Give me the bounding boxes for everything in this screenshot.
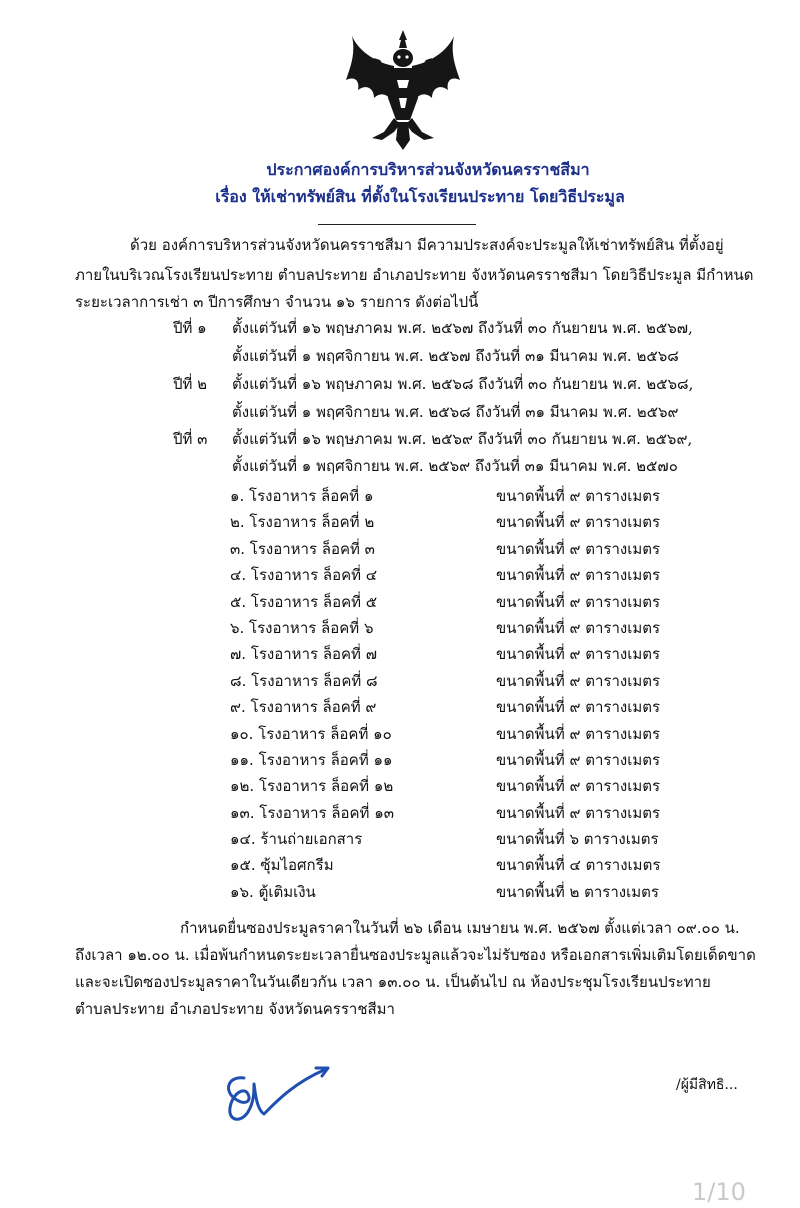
item-size: ขนาดพื้นที่ ๙ ตารางเมตร — [496, 566, 661, 585]
item-size: ขนาดพื้นที่ ๙ ตารางเมตร — [496, 803, 661, 822]
list-item — [230, 589, 690, 615]
list-item — [230, 826, 690, 852]
year-period-line: ตั้งแต่วันที่ ๑ พฤศจิกายน พ.ศ. ๒๕๖๘ ถึงวันที่ ๓๑ มีนาคม พ.ศ. ๒๕๖๙ — [232, 403, 679, 421]
item-size: ขนาดพื้นที่ ๔ ตารางเมตร — [496, 856, 661, 875]
item-name: ๖. โรงอาหาร ล็อคที่ ๖ — [230, 618, 374, 637]
year-period-line: ตั้งแต่วันที่ ๑๖ พฤษภาคม พ.ศ. ๒๕๖๙ ถึงวันที่ ๓๐ กันยายน พ.ศ. ๒๕๖๙, — [232, 430, 693, 448]
list-item — [230, 773, 690, 799]
list-item — [230, 694, 690, 720]
garuda-emblem-icon — [344, 28, 462, 152]
list-item — [230, 536, 690, 562]
intro-line-2: ภายในบริเวณโรงเรียนประทาย ตำบลประทาย อำเภอประทาย จังหวัดนครราชสีมา โดยวิธีประมูล มีกำหนด — [75, 266, 754, 284]
list-item — [230, 879, 690, 905]
year-label: ปีที่ ๓ — [173, 430, 208, 448]
year-period-line: ตั้งแต่วันที่ ๑ พฤศจิกายน พ.ศ. ๒๕๖๗ ถึงวันที่ ๓๑ มีนาคม พ.ศ. ๒๕๖๘ — [232, 347, 679, 365]
continuation-note: /ผู้มีสิทธิ... — [676, 1077, 738, 1093]
item-size: ขนาดพื้นที่ ๙ ตารางเมตร — [496, 592, 661, 611]
item-size: ขนาดพื้นที่ ๙ ตารางเมตร — [496, 777, 661, 796]
item-name: ๗. โรงอาหาร ล็อคที่ ๗ — [230, 645, 377, 664]
item-name: ๕. โรงอาหาร ล็อคที่ ๕ — [230, 592, 378, 611]
signature-icon — [218, 1064, 338, 1128]
year-label: ปีที่ ๒ — [173, 375, 208, 393]
list-item — [230, 483, 690, 509]
page-indicator: 1/10 — [692, 1178, 746, 1206]
deadline-line-1: กำหนดยื่นซองประมูลราคาในวันที่ ๒๖ เดือน เมษายน พ.ศ. ๒๕๖๗ ตั้งแต่เวลา ๐๙.๐๐ น. — [180, 919, 740, 937]
year-period-line: ตั้งแต่วันที่ ๑๖ พฤษภาคม พ.ศ. ๒๕๖๗ ถึงวันที่ ๓๐ กันยายน พ.ศ. ๒๕๖๗, — [232, 319, 693, 337]
item-size: ขนาดพื้นที่ ๒ ตารางเมตร — [496, 882, 659, 901]
announcement-title: ประกาศองค์การบริหารส่วนจังหวัดนครราชสีมา — [266, 160, 590, 179]
item-size: ขนาดพื้นที่ ๙ ตารางเมตร — [496, 618, 661, 637]
announcement-subject: เรื่อง ให้เช่าทรัพย์สิน ที่ตั้งในโรงเรียนประทาย โดยวิธีประมูล — [215, 187, 625, 206]
item-size: ขนาดพื้นที่ ๙ ตารางเมตร — [496, 724, 661, 743]
rental-items-list — [230, 483, 690, 905]
item-name: ๙. โรงอาหาร ล็อคที่ ๙ — [230, 698, 377, 717]
item-size: ขนาดพื้นที่ ๙ ตารางเมตร — [496, 645, 661, 664]
item-size: ขนาดพื้นที่ ๙ ตารางเมตร — [496, 698, 661, 717]
item-name: ๓. โรงอาหาร ล็อคที่ ๓ — [230, 539, 375, 558]
item-size: ขนาดพื้นที่ ๙ ตารางเมตร — [496, 750, 661, 769]
list-item — [230, 800, 690, 826]
list-item — [230, 562, 690, 588]
item-name: ๑๕. ซุ้มไอศกรีม — [230, 856, 334, 875]
item-name: ๘. โรงอาหาร ล็อคที่ ๘ — [230, 671, 378, 690]
title-divider — [318, 224, 476, 225]
item-name: ๒. โรงอาหาร ล็อคที่ ๒ — [230, 513, 375, 532]
item-size: ขนาดพื้นที่ ๙ ตารางเมตร — [496, 539, 661, 558]
item-size: ขนาดพื้นที่ ๖ ตารางเมตร — [496, 830, 659, 849]
list-item — [230, 852, 690, 878]
item-name: ๑๖. ตู้เติมเงิน — [230, 882, 316, 901]
item-name: ๑๒. โรงอาหาร ล็อคที่ ๑๒ — [230, 777, 394, 796]
item-name: ๑๑. โรงอาหาร ล็อคที่ ๑๑ — [230, 750, 393, 769]
list-item — [230, 721, 690, 747]
item-name: ๑๐. โรงอาหาร ล็อคที่ ๑๐ — [230, 724, 392, 743]
item-size: ขนาดพื้นที่ ๙ ตารางเมตร — [496, 487, 661, 505]
item-size: ขนาดพื้นที่ ๙ ตารางเมตร — [496, 513, 661, 532]
item-name: ๔. โรงอาหาร ล็อคที่ ๔ — [230, 566, 378, 585]
item-name: ๑. โรงอาหาร ล็อคที่ ๑ — [230, 487, 374, 505]
list-item — [230, 641, 690, 667]
intro-line-1: ด้วย องค์การบริหารส่วนจังหวัดนครราชสีมา มีความประสงค์จะประมูลให้เช่าทรัพย์สิน ที่ตั้งอยู่ — [130, 236, 724, 254]
list-item — [230, 668, 690, 694]
intro-line-3: ระยะเวลาการเช่า ๓ ปีการศึกษา จำนวน ๑๖ รายการ ดังต่อไปนี้ — [75, 293, 479, 311]
year-period-line: ตั้งแต่วันที่ ๑๖ พฤษภาคม พ.ศ. ๒๕๖๘ ถึงวันที่ ๓๐ กันยายน พ.ศ. ๒๕๖๘, — [232, 375, 694, 393]
deadline-line-4: ตำบลประทาย อำเภอประทาย จังหวัดนครราชสีมา — [75, 1000, 395, 1018]
item-name: ๑๔. ร้านถ่ายเอกสาร — [230, 830, 363, 849]
list-item — [230, 615, 690, 641]
item-name: ๑๓. โรงอาหาร ล็อคที่ ๑๓ — [230, 803, 394, 822]
deadline-line-2: ถึงเวลา ๑๒.๐๐ น. เมื่อพ้นกำหนดระยะเวลายื่นซองประมูลแล้วจะไม่รับซอง หรือเอกสารเพิ่มเติมโดยเด็ดขาด — [75, 946, 756, 964]
list-item — [230, 509, 690, 535]
deadline-line-3: และจะเปิดซองประมูลราคาในวันเดียวกัน เวลา ๑๓.๐๐ น. เป็นต้นไป ณ ห้องประชุมโรงเรียนประทาย — [75, 973, 711, 991]
year-label: ปีที่ ๑ — [173, 319, 207, 337]
item-size: ขนาดพื้นที่ ๙ ตารางเมตร — [496, 671, 661, 690]
year-period-line: ตั้งแต่วันที่ ๑ พฤศจิกายน พ.ศ. ๒๕๖๙ ถึงวันที่ ๓๑ มีนาคม พ.ศ. ๒๕๗๐ — [232, 457, 678, 475]
list-item — [230, 747, 690, 773]
